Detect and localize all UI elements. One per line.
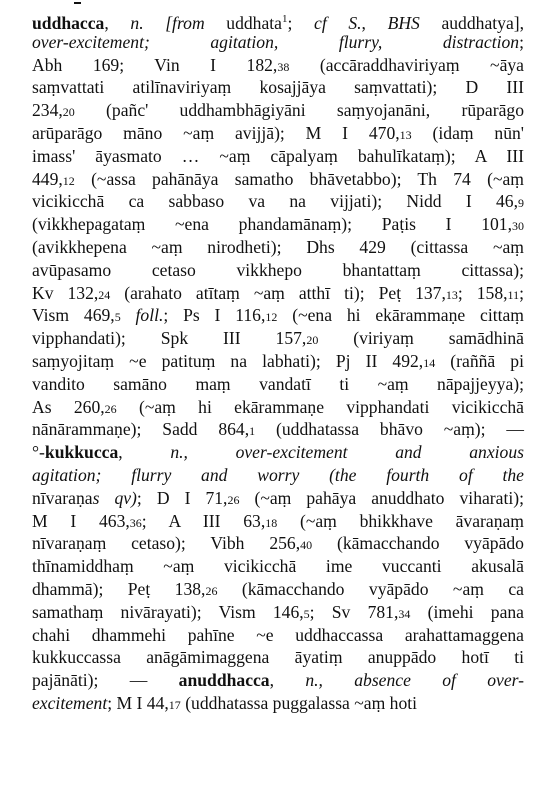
entry-text: avūpasamo cetaso vikkhepo bhantattaṃ cittassa); <box>32 259 524 280</box>
entry-text: kukkuccassa anāgāmimaggena āyatiṃ anuppādo hotī ti <box>32 647 524 668</box>
entry-text: (avikkhepena ~aṃ nirodheti); Dhs 429 (cittassa ~aṃ <box>32 237 524 257</box>
entry-line <box>32 190 524 214</box>
entry-text: ; <box>519 282 524 303</box>
entry-text: foll. <box>135 305 164 326</box>
entry-text: ; Sv 781, <box>309 601 399 622</box>
entry-text: (vikkhepagataṃ ~ena phandamānaṃ); Paṭis I 101, <box>32 214 512 235</box>
entry-line <box>32 99 524 123</box>
entry-text: saṃvattati atilīnaviriyaṃ kosajjāya saṃvattati); D III <box>32 77 524 98</box>
entry-text: (~ena hi ekārammaṇe cittaṃ <box>277 305 524 326</box>
entry-text: (uddhatassa puggalassa ~aṃ hoti <box>180 693 418 713</box>
line-number: 17 <box>168 698 181 712</box>
entry-text: ; <box>287 12 315 33</box>
entry-line <box>32 259 524 281</box>
line-number: 13 <box>445 287 458 302</box>
entry-text: dhammā); Peṭ 138, <box>32 579 206 599</box>
line-number: 34 <box>398 606 411 621</box>
entry-text: ; M I 44, <box>107 693 169 713</box>
entry-line <box>32 213 524 237</box>
entry-text: °- <box>32 442 45 463</box>
line-number: 12 <box>265 310 278 325</box>
headword: uddhacca <box>32 12 105 33</box>
entry-text <box>121 305 136 325</box>
line-number: 26 <box>205 584 218 598</box>
line-number: 20 <box>62 105 75 120</box>
entry-text: , <box>269 670 306 691</box>
entry-text: ; 158, <box>457 282 508 303</box>
entry-text: thīnamiddhaṃ ~aṃ vicikicchā ime vuccanti akusalā <box>32 556 524 577</box>
entry-text: ; A III 63, <box>141 510 266 531</box>
entry-line <box>32 350 524 374</box>
entry-text: BHS <box>387 12 420 33</box>
entry-text: (pañc' uddhambhāgiyāni saṃyojanāni, rūparāgo <box>74 100 524 121</box>
line-number: 11 <box>507 287 520 302</box>
entry-text: nīvaraṇaṃ cetaso); Vibh 256, <box>32 533 301 554</box>
entry-text: ; D I 71, <box>136 487 228 508</box>
entry-line <box>32 236 524 258</box>
entry-text: (~assa pahānāya samatho bhāvetabbo); Th 74 (~aṃ <box>74 168 524 189</box>
entry-text: pajānāti); — <box>32 670 179 691</box>
entry-line <box>32 327 524 351</box>
entry-text: Kv 132, <box>32 282 99 303</box>
entry-line <box>32 145 524 167</box>
entry-text: , <box>361 12 388 33</box>
entry-text: (accāraddhaviriyaṃ ~āya <box>289 54 524 75</box>
line-number: 14 <box>423 356 436 370</box>
entry-text: (~aṃ hi ekārammaṇe vipphandati vicikicchā <box>116 396 524 417</box>
entry-line <box>32 304 524 328</box>
entry-text: M I 463, <box>32 510 130 531</box>
entry-line <box>32 624 524 646</box>
entry-line <box>32 441 524 463</box>
entry-text: nānārammaṇe); Sadd 864, <box>32 419 250 440</box>
entry-line <box>32 282 524 306</box>
entry-line <box>32 464 524 486</box>
line-number: 9 <box>518 196 524 211</box>
entry-text: (~aṃ bhikkhave āvaraṇaṃ <box>277 510 524 531</box>
entry-text: Vism 469, <box>32 305 115 326</box>
entry-text: As 260, <box>32 396 105 417</box>
entry-text: vandito samāno maṃ vandatī ti ~aṃ nāpajjeyya); <box>32 373 524 394</box>
entry-text: nīvaraṇa <box>32 487 93 508</box>
entry-text: vicikicchā ca sabbaso va na vijjati); Nidd I 46, <box>32 191 518 212</box>
entry-text: , <box>104 12 131 33</box>
entry-text: (kāmacchando vyāpādo <box>312 533 524 554</box>
entry-line <box>32 31 524 53</box>
entry-line <box>32 578 524 602</box>
line-number: 5 <box>303 606 310 621</box>
entry-text: (~aṃ pahāya anuddhato viharati); <box>239 487 524 508</box>
entry-line <box>32 418 524 442</box>
entry-text: (imehi pana <box>410 601 524 622</box>
entry-text: ; <box>519 31 524 52</box>
entry-text: cf S. <box>314 12 362 33</box>
line-number: 12 <box>62 173 75 188</box>
line-number: 24 <box>98 287 111 302</box>
entry-text: (kāmacchando vyāpādo ~aṃ ca <box>217 579 524 599</box>
line-number: 40 <box>300 538 313 553</box>
entry-text: imass' āyasmato … ~aṃ cāpalyaṃ bahulīkataṃ); A III <box>32 145 524 166</box>
entry-line <box>32 168 524 192</box>
entry-text: saṃyojitaṃ ~e patituṃ na labhati); Pj II 492, <box>32 351 424 371</box>
entry-text: n., absence of over- <box>305 670 524 691</box>
line-number: 5 <box>114 310 121 325</box>
entry-line <box>32 646 524 668</box>
line-number: 13 <box>399 128 412 142</box>
line-number: 36 <box>129 515 142 530</box>
entry-line <box>32 396 524 420</box>
line-number: 18 <box>265 515 278 530</box>
entry-text: (idaṃ nūn' <box>411 123 524 143</box>
entry-text: (uddhatassa bhāvo ~aṃ); — <box>255 419 524 440</box>
line-number: 1 <box>249 424 256 439</box>
entry-text: excitement <box>32 693 108 713</box>
headword: anuddhacca <box>178 670 270 691</box>
line-number: 26 <box>104 401 117 416</box>
macron-mark <box>74 2 81 4</box>
entry-text: Abh 169; Vin I 182, <box>32 54 278 75</box>
entry-text: 449, <box>32 168 63 189</box>
entry-text: (raññā pi <box>435 351 524 371</box>
entry-text: n. [from <box>130 12 205 33</box>
line-number: 30 <box>512 219 524 234</box>
entry-text: chahi dhammehi pahīne ~e uddhaccassa arahattamaggena <box>32 624 524 645</box>
entry-line <box>32 487 524 511</box>
entry-text: uddhata <box>204 12 282 33</box>
entry-line <box>32 532 524 556</box>
entry-line <box>32 122 524 146</box>
entry-text: ; Ps I 116, <box>163 305 266 326</box>
entry-text: agitation; flurry and worry (the fourth of the <box>32 465 524 485</box>
line-number: 20 <box>306 333 319 348</box>
entry-text: arūparāgo māno ~aṃ avijjā); M I 470, <box>32 123 400 143</box>
entry-line <box>32 669 524 691</box>
entry-line <box>32 555 524 577</box>
entry-line <box>32 510 524 534</box>
entry-text: s qv) <box>92 487 137 508</box>
entry-text: n., over-excitement and anxious <box>170 442 524 463</box>
line-number: 26 <box>227 492 240 507</box>
entry-text: , <box>118 442 171 463</box>
entry-text: auddhatya], <box>419 12 525 33</box>
entry-text: 234, <box>32 100 63 121</box>
entry-text: (arahato atītaṃ ~aṃ atthī ti); Peṭ 137, <box>110 282 446 303</box>
entry-line <box>32 373 524 395</box>
entry-text: (viriyaṃ samādhinā <box>318 328 524 349</box>
headword: kukkucca <box>44 442 119 463</box>
entry-text: samathaṃ nivārayati); Vism 146, <box>32 601 304 622</box>
entry-line <box>32 601 524 625</box>
entry-line <box>32 54 524 78</box>
line-number: 38 <box>277 59 290 74</box>
entry-line <box>32 76 524 98</box>
entry-text: vipphandati); Spk III 157, <box>32 328 307 349</box>
entry-line <box>32 692 524 716</box>
entry-text: over-excitement; agitation, flurry, distraction <box>32 31 520 52</box>
entry-text: 1 <box>281 13 288 25</box>
